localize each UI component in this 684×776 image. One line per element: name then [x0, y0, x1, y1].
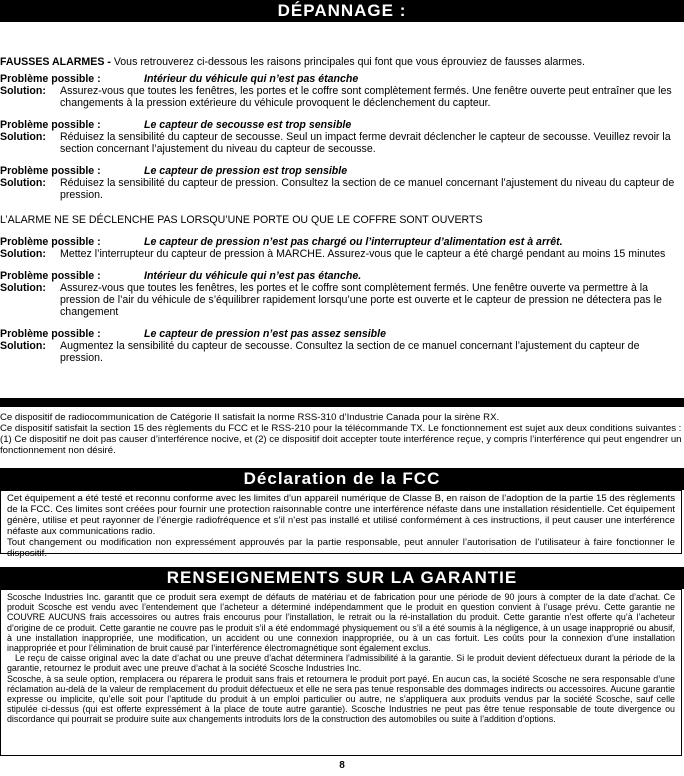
problem-label: Problème possible :: [0, 73, 101, 85]
fcc-paragraph: Cet équipement a été testé et reconnu conforme avec les limites d’un appareil numérique de Classe B, en raison de l’adoption de la partie 15 des règlements de la FCC. Ces limites sont créées pour fournir une protection raisonnable contre une interférence néfaste dans une installation résidentielle. Cet équipement génère, utilise et peut rayonner de l’énergie radiofréquence et s’il n’est pas installé et utilisé conformément à ces instructions, il peut causer une interférence néfaste aux communications radio.: [7, 493, 675, 537]
solution-label: Solution:: [0, 85, 46, 97]
solution-label: Solution:: [0, 248, 46, 260]
false-alarms-intro: [0, 56, 684, 68]
troubleshooting-title: DÉPANNAGE :: [277, 1, 407, 20]
problem-label: Problème possible :: [0, 270, 101, 282]
fcc-title: Déclaration de la FCC: [243, 469, 441, 488]
solution-text: Augmentez la sensibilité du capteur de secousse. Consultez la section de ce manuel concernant l’ajustement du capteur de pression.: [60, 340, 640, 364]
problem-label: Problème possible :: [0, 236, 101, 248]
troubleshoot-item: [0, 328, 684, 364]
problem-text: Le capteur de pression n’est pas chargé ou l’interrupteur d’alimentation est à arrêt.: [144, 236, 563, 248]
no-trigger-title: L’ALARME NE SE DÉCLENCHE PAS LORSQU’UNE PORTE OU QUE LE COFFRE SONT OUVERTS: [0, 214, 483, 226]
false-alarms-title: FAUSSES ALARMES -: [0, 56, 111, 68]
warranty-paragraph: Scosche, à sa seule option, remplacera ou réparera le produit sans frais et retournera le produit port payé. En aucun cas, la société Scosche ne sera responsable d’une réclamation au-delà de la valeur de remplacement du produit défectueux et elle ne sera pas tenue responsable des dommages indirects ou accessoires. Aucune garantie expresse ou implicite, qu’elle soit pour l’aptitude du produit à un emploi particulier ou autre, ne s’appliquera aux produits vendus par la société Scosche, sauf celle stipulée ci-dessus (qui est offerte expressément à la place de toute autre garantie). Scosche Industries ne peut pas être tenue responsable de toute divergence ou discordance qui pourrait se produire suite aux changements introduits lors de la construction des automobiles ou suite à l’addition d’options.: [7, 673, 675, 725]
problem-text: Le capteur de secousse est trop sensible: [144, 119, 352, 131]
troubleshoot-item: [0, 165, 684, 201]
false-alarms-list: [0, 73, 684, 201]
warranty-box: [0, 589, 682, 756]
solution-label: Solution:: [0, 177, 46, 189]
radio-compliance-notice: [0, 412, 684, 456]
warranty-header: [0, 567, 684, 589]
solution-text: Mettez l’interrupteur du capteur de pression à MARCHE. Assurez-vous que le capteur a été chargé pendant au moins 15 minutes: [60, 248, 666, 260]
radio-notice-line2: Ce dispositif satisfait la section 15 des règlements du FCC et le RSS-210 pour la télécommande TX. Le fonctionnement est sujet aux deux conditions suivantes : (1) Ce dispositif ne doit pas causer d’interférence nocive, et (2) ce dispositif doit accepter toute interférence reçue, y compris l’interférence qui peut engendrer un fonctionnement non désiré.: [0, 423, 682, 456]
solution-text: Assurez-vous que toutes les fenêtres, les portes et le coffre sont complètement fermés. Une fenêtre ouverte peut entraîner que les changements à la pression extérieure du véhicule provoquent le déclenchement du capteur.: [60, 85, 672, 109]
no-trigger-list: [0, 236, 684, 364]
page-number: 8: [339, 760, 345, 771]
warranty-paragraph: Le reçu de caisse original avec la date d’achat ou une preuve d’achat déterminera l’admissibilité à la garantie. Si le produit devient défectueux durant la période de la garantie, retournez le produit avec une preuve d’achat à la société Scosche Industries Inc.: [7, 653, 675, 674]
solution-label: Solution:: [0, 131, 46, 143]
troubleshoot-item: [0, 119, 684, 155]
problem-label: Problème possible :: [0, 328, 101, 340]
section-divider: [0, 398, 684, 407]
warranty-title: RENSEIGNEMENTS SUR LA GARANTIE: [166, 568, 518, 587]
false-alarms-intro-text: Vous retrouverez ci-dessous les raisons principales qui font que vous éprouviez de fausses alarmes.: [113, 56, 585, 68]
problem-label: Problème possible :: [0, 165, 101, 177]
problem-text: Le capteur de pression est trop sensible: [144, 165, 348, 177]
problem-text: Intérieur du véhicule qui n’est pas étanche: [144, 73, 359, 85]
fcc-header: [0, 468, 684, 490]
solution-text: Assurez-vous que toutes les fenêtres, les portes et le coffre sont complètement fermés. Une fenêtre ouverte va permettre à la pression de l’air du véhicule de s’équilibrer rapidement lorsqu’une porte est ouverte et le capteur de pression ne détectera pas le changement: [60, 282, 662, 318]
troubleshoot-item: [0, 270, 684, 318]
solution-text: Réduisez la sensibilité du capteur de pression. Consultez la section de ce manuel concernant l’ajustement du niveau du capteur de pression.: [60, 177, 675, 201]
fcc-paragraph: Tout changement ou modification non expressément approuvés par la partie responsable, peut annuler l’autorisation de l’utilisateur à faire fonctionner le dispositif.: [7, 537, 675, 559]
fcc-statement-box: [0, 490, 682, 559]
radio-notice-line1: Ce dispositif de radiocommunication de Catégorie II satisfait la norme RSS-310 d’Industrie Canada pour la sirène RX.: [0, 412, 500, 423]
problem-text: Le capteur de pression n’est pas assez sensible: [144, 328, 386, 340]
problem-label: Problème possible :: [0, 119, 101, 131]
troubleshoot-item: [0, 73, 684, 109]
solution-text: Réduisez la sensibilité du capteur de secousse. Seul un impact ferme devrait déclencher le capteur de secousse. Veuillez revoir la section concernant l’ajustement du niveau du capteur de secousse.: [60, 131, 671, 155]
warranty-paragraph: Scosche Industries Inc. garantit que ce produit sera exempt de défauts de matériau et de fabrication pour une période de 90 jours à compter de la date d’achat. Ce produit Scosche est vendu avec l’entendement que l’acheteur a déterminé indépendamment que le produit en question convient à l’usage prévu. Cette garantie ne COUVRE AUCUNS frais accessoires ou autres frais encourus pour l’installation, le retrait ou la ré-installation du produit. Cette garantie n’est offerte qu’à l’acheteur d’origine de ce produit. Cette garantie ne couvre pas le produit s’il a été endommagé physiquement ou s’il a été soumis à la négligence, à un usage inapproprié ou abusif, à une installation inappropriée, une modification, un accident ou une connexion inappropriée, ou à un cas fortuit. Les coûts pour la connexion d’une installation inappropriée et pour l’élimination de bruit causé par l’interférence électromagnétique sont également exclus.: [7, 592, 675, 654]
solution-label: Solution:: [0, 340, 46, 352]
troubleshooting-header: [0, 0, 684, 22]
troubleshoot-item: [0, 236, 684, 260]
solution-label: Solution:: [0, 282, 46, 294]
problem-text: Intérieur du véhicule qui n’est pas étanche.: [144, 270, 362, 282]
